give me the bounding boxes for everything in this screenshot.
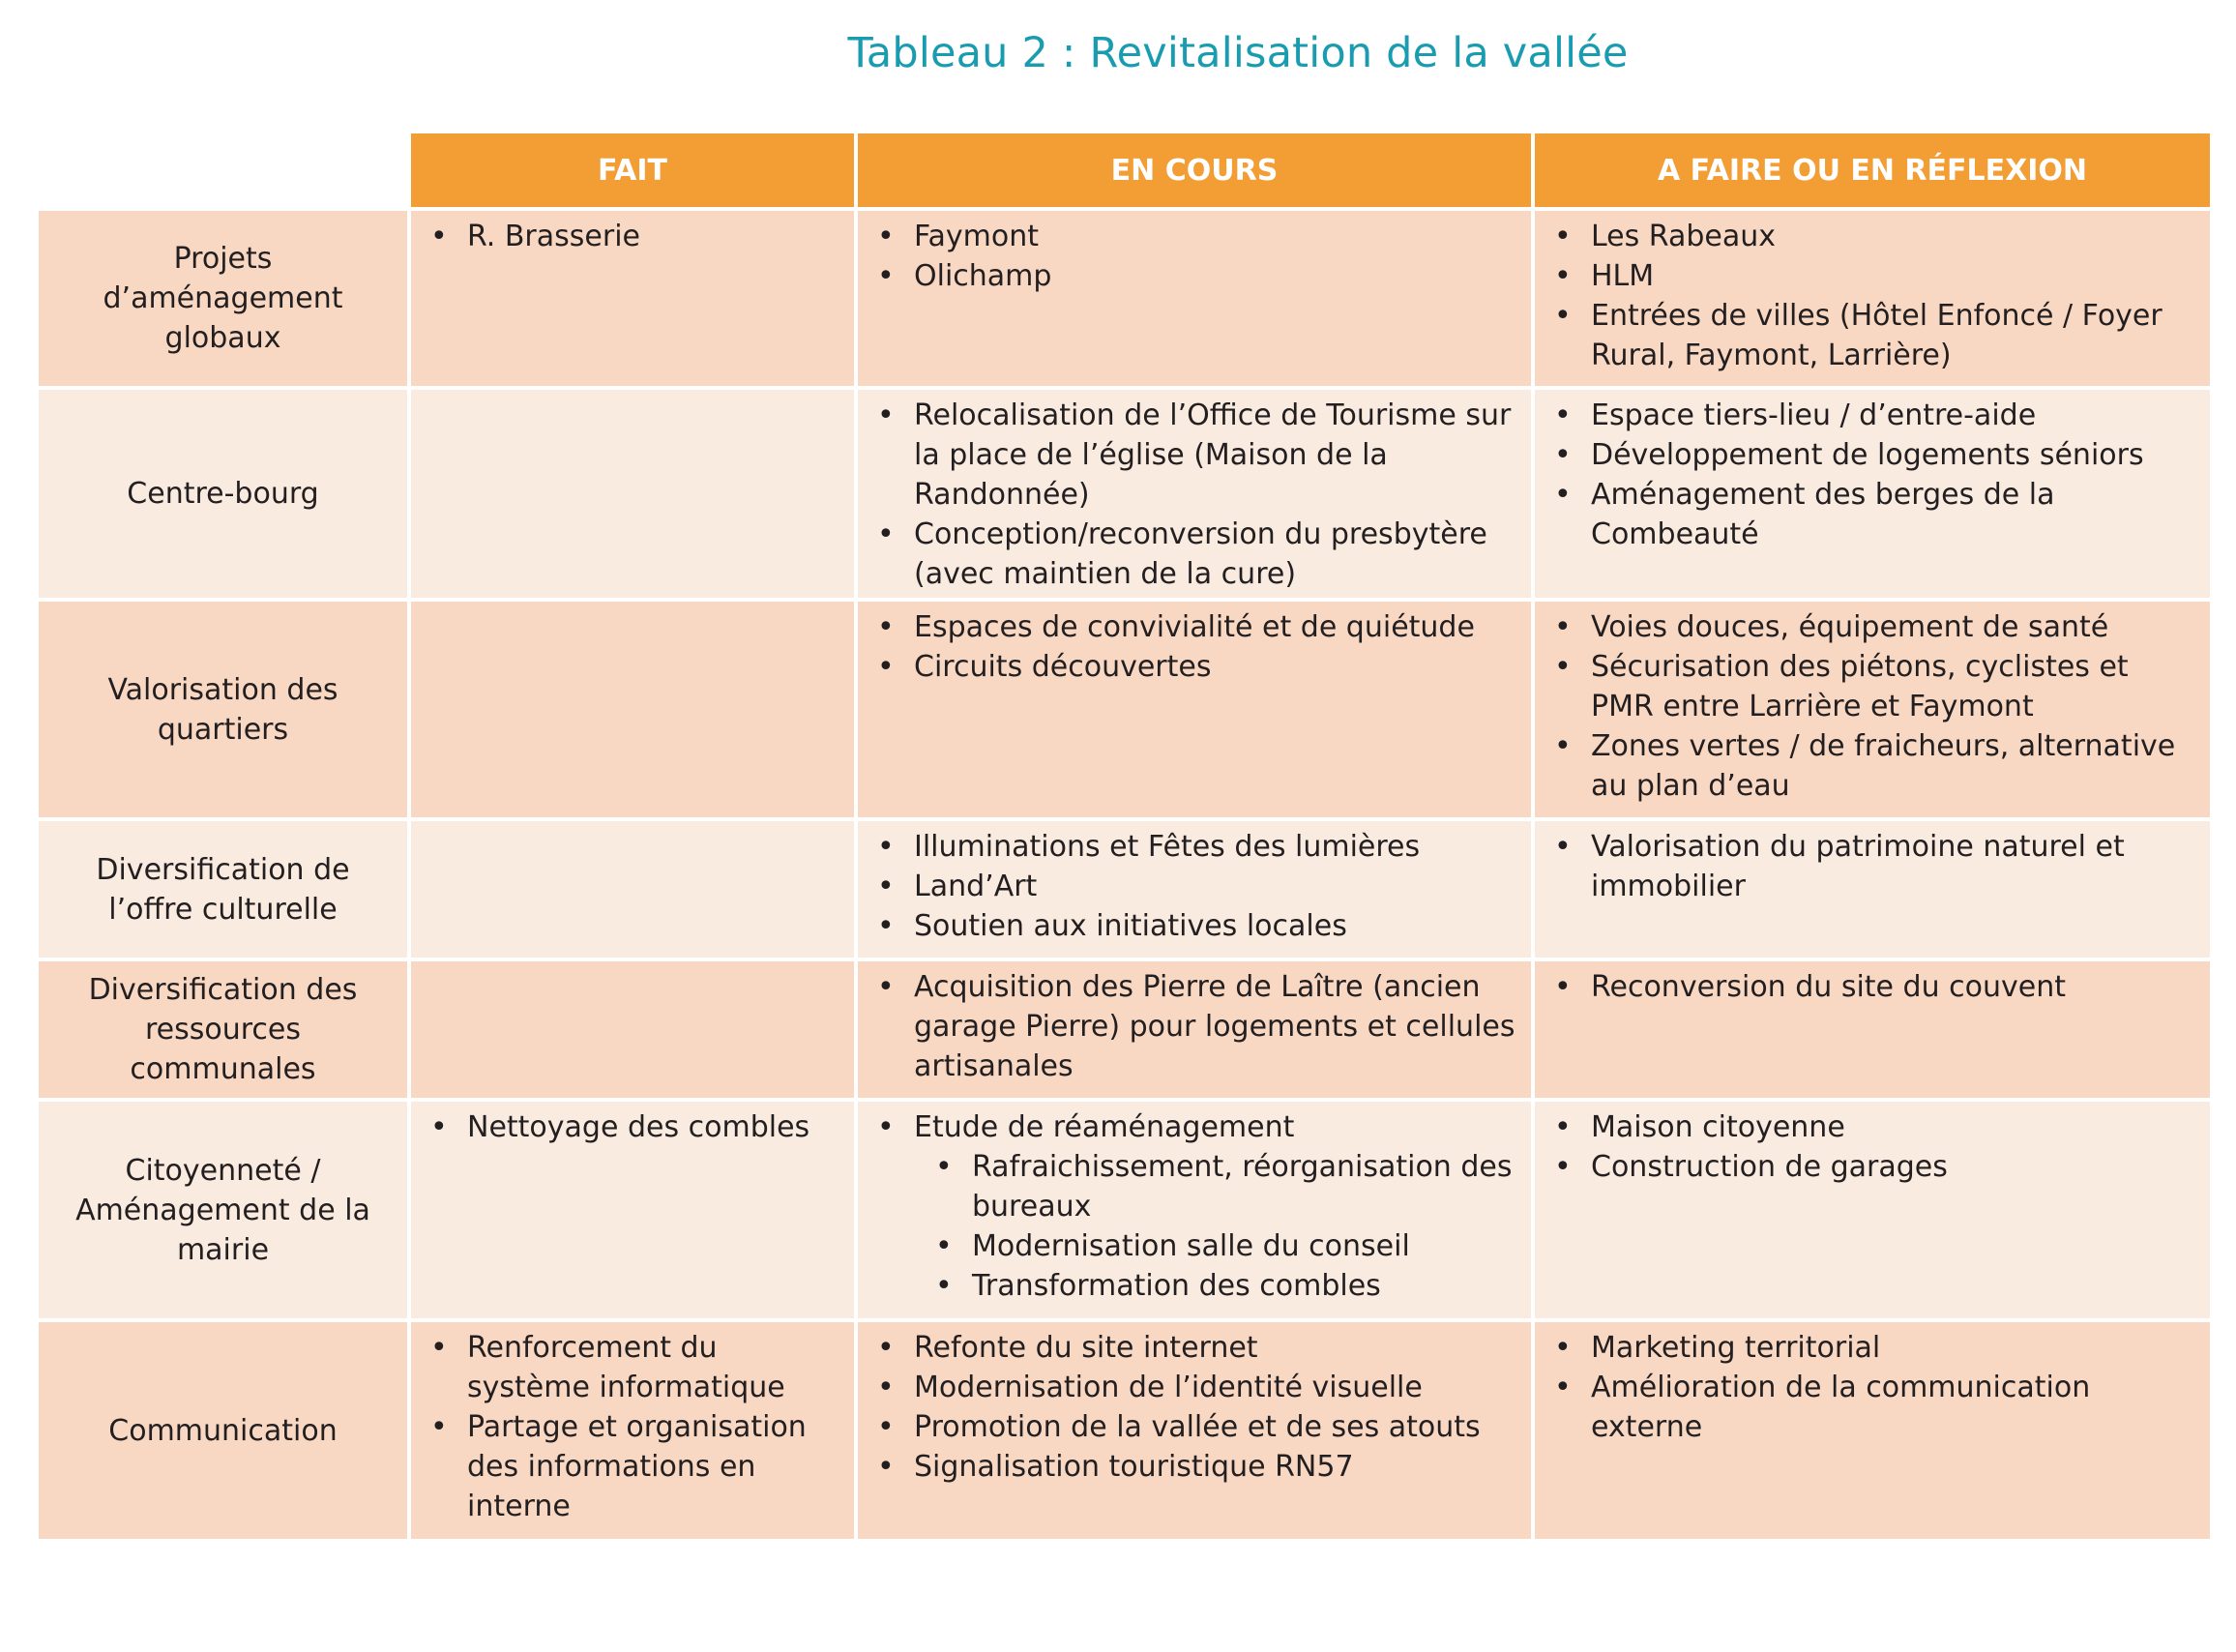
cell-a-faire xyxy=(1535,602,2210,817)
header-fait: FAIT xyxy=(411,133,854,207)
sub-list-item: • Transformation des combles xyxy=(929,1266,1521,1306)
cell-a-faire xyxy=(1535,1102,2210,1318)
list-item: • Partage et organisation des informations en interne xyxy=(425,1407,844,1526)
list-item: • Illuminations et Fêtes des lumières xyxy=(871,827,1521,867)
list-item: • Sécurisation des piétons, cyclistes et PMR entre Larrière et Faymont xyxy=(1548,647,2200,726)
list-item: • Espace tiers-lieu / d’entre-aide xyxy=(1548,396,2200,435)
cell-fait xyxy=(411,211,854,386)
row-label: Diversification des ressources communales xyxy=(39,961,407,1098)
cell-a-faire xyxy=(1535,1322,2210,1539)
list-item: • Nettoyage des combles xyxy=(425,1107,844,1147)
cell-a-faire xyxy=(1535,211,2210,386)
row-label: Diversification de l’offre culturelle xyxy=(39,821,407,958)
cell-a-faire xyxy=(1535,961,2210,1098)
list-item: • Maison citoyenne xyxy=(1548,1107,2200,1147)
list-item: • Zones vertes / de fraicheurs, alternative au plan d’eau xyxy=(1548,726,2200,806)
header-en-cours: EN COURS xyxy=(858,133,1531,207)
cell-fait xyxy=(411,1102,854,1318)
list-item: • Olichamp xyxy=(871,256,1521,296)
sub-list-item: • Rafraichissement, réorganisation des bureaux xyxy=(929,1147,1521,1226)
cell-en-cours xyxy=(858,1102,1531,1318)
list-item: • Relocalisation de l’Office de Tourisme sur la place de l’église (Maison de la Randonnée) xyxy=(871,396,1521,515)
list-item: • Etude de réaménagement xyxy=(871,1107,1521,1147)
table-row xyxy=(39,1102,2210,1318)
list-item: • Valorisation du patrimoine naturel et immobilier xyxy=(1548,827,2200,906)
list-item: • Signalisation touristique RN57 xyxy=(871,1447,1521,1487)
list-item: • HLM xyxy=(1548,256,2200,296)
list-item: • Land’Art xyxy=(871,867,1521,906)
header-a-faire: A FAIRE OU EN RÉFLEXION xyxy=(1535,133,2210,207)
row-label: Centre-bourg xyxy=(39,390,407,598)
sub-list-item: • Modernisation salle du conseil xyxy=(929,1226,1521,1266)
list-item: • Les Rabeaux xyxy=(1548,217,2200,256)
cell-a-faire xyxy=(1535,821,2210,958)
list-item: • Reconversion du site du couvent xyxy=(1548,967,2200,1007)
table-row xyxy=(39,390,2210,598)
list-item: • Aménagement des berges de la Combeauté xyxy=(1548,475,2200,554)
list-item: • Modernisation de l’identité visuelle xyxy=(871,1368,1521,1407)
list-item: • Soutien aux initiatives locales xyxy=(871,906,1521,946)
cell-fait xyxy=(411,1322,854,1539)
cell-en-cours xyxy=(858,602,1531,817)
cell-fait xyxy=(411,602,854,817)
table-row xyxy=(39,211,2210,386)
cell-en-cours xyxy=(858,821,1531,958)
row-label: Valorisation des quartiers xyxy=(39,602,407,817)
table-header-row xyxy=(39,133,2210,207)
list-item: • Refonte du site internet xyxy=(871,1328,1521,1368)
cell-en-cours xyxy=(858,961,1531,1098)
list-item: • Marketing territorial xyxy=(1548,1328,2200,1368)
page-title xyxy=(0,29,2236,77)
list-item: • Circuits découvertes xyxy=(871,647,1521,687)
list-item: • Voies douces, équipement de santé xyxy=(1548,607,2200,647)
revitalisation-table xyxy=(35,130,2214,1543)
cell-en-cours xyxy=(858,1322,1531,1539)
list-item: • Construction de garages xyxy=(1548,1147,2200,1187)
list-item: • Renforcement du système informatique xyxy=(425,1328,844,1407)
table-row xyxy=(39,1322,2210,1539)
cell-fait xyxy=(411,961,854,1098)
header-empty-cell xyxy=(39,133,407,207)
list-item: • Faymont xyxy=(871,217,1521,256)
table-row xyxy=(39,961,2210,1098)
table-row xyxy=(39,602,2210,817)
row-label: Projets d’aménagement globaux xyxy=(39,211,407,386)
cell-en-cours xyxy=(858,390,1531,598)
list-item: • Espaces de convivialité et de quiétude xyxy=(871,607,1521,647)
list-item: • Entrées de villes (Hôtel Enfoncé / Foyer Rural, Faymont, Larrière) xyxy=(1548,296,2200,375)
table-row xyxy=(39,821,2210,958)
page-title-text: Tableau 2 : Revitalisation de la vallée xyxy=(847,29,1629,77)
cell-fait xyxy=(411,821,854,958)
row-label: Communication xyxy=(39,1322,407,1539)
list-item: • Conception/reconversion du presbytère (avec maintien de la cure) xyxy=(871,515,1521,594)
list-item: • Développement de logements séniors xyxy=(1548,435,2200,475)
list-item: • Amélioration de la communication externe xyxy=(1548,1368,2200,1447)
cell-a-faire xyxy=(1535,390,2210,598)
row-label: Citoyenneté / Aménagement de la mairie xyxy=(39,1102,407,1318)
list-item: • Acquisition des Pierre de Laître (ancien garage Pierre) pour logements et cellules artisanales xyxy=(871,967,1521,1086)
cell-fait xyxy=(411,390,854,598)
cell-en-cours xyxy=(858,211,1531,386)
list-item: • R. Brasserie xyxy=(425,217,844,256)
list-item: • Promotion de la vallée et de ses atouts xyxy=(871,1407,1521,1447)
